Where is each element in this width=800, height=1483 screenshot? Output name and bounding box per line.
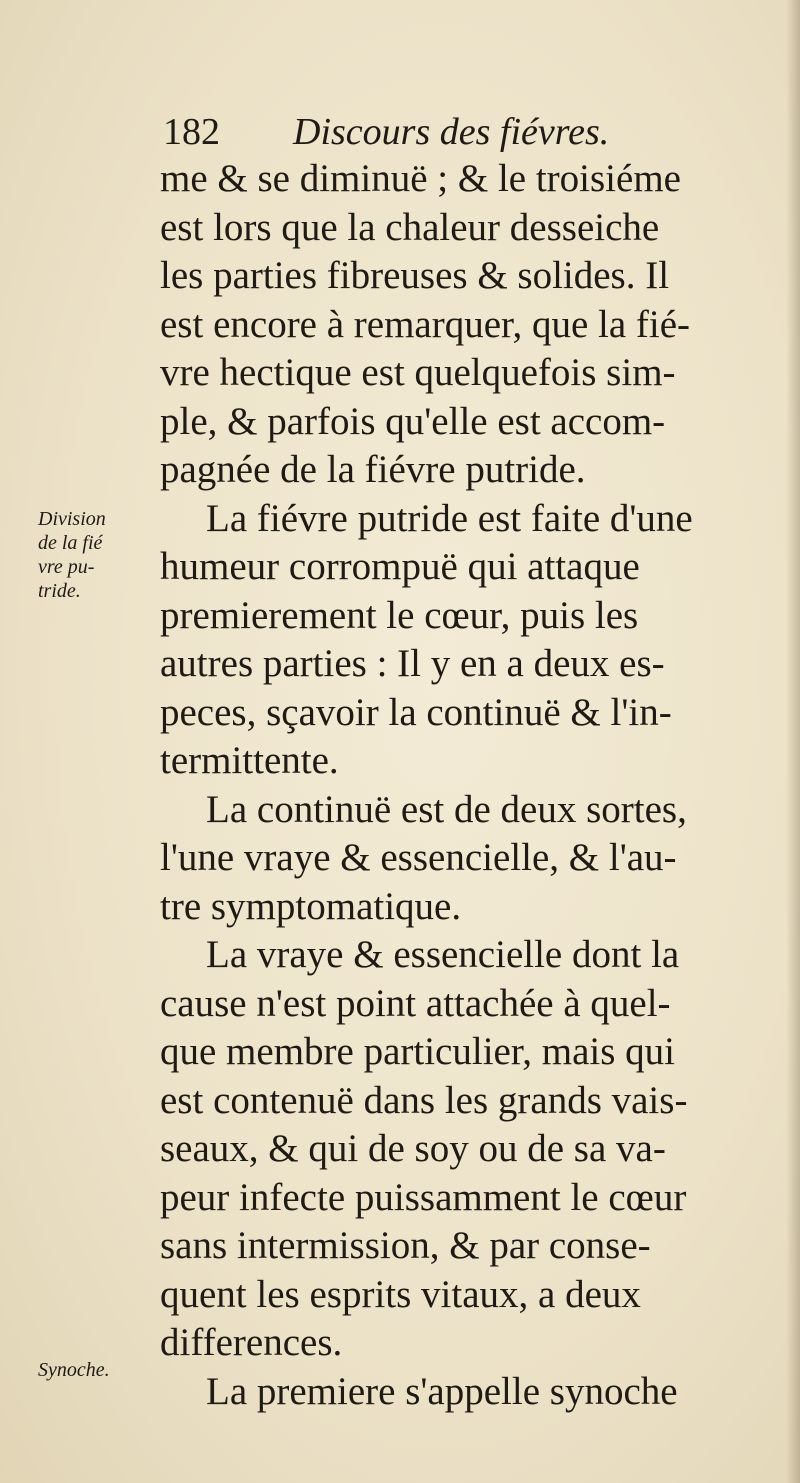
margin-note-line: de la fié (38, 532, 103, 554)
text-line: premierement le cœur, puis les (160, 593, 639, 637)
text-line: differences. (160, 1321, 343, 1364)
margin-note-line: tride. (38, 580, 81, 602)
text-line: est lors que la chaleur desseiche (160, 205, 660, 249)
text-line: peur infecte puissamment le cœur (160, 1175, 687, 1219)
margin-note-synoche: Synoche. (38, 1359, 110, 1381)
text-line: que membre particulier, mais qui (160, 1030, 676, 1073)
page-gutter-shadow (786, 0, 800, 1483)
text-line: quent les esprits vitaux, a deux (160, 1272, 641, 1316)
body-text (160, 155, 750, 1416)
text-line: La continuë est de deux sortes, (206, 787, 687, 831)
text-line: peces, sçavoir la continuë & l'in- (160, 690, 672, 734)
text-line: tre symptomatique. (160, 884, 462, 928)
margin-note-division (38, 507, 106, 603)
page-header (163, 110, 763, 156)
text-line: pagnée de la fiévre putride. (160, 448, 586, 491)
text-line: vre hectique est quelquefois sim- (160, 351, 676, 394)
text-line: sans intermission, & par conse- (160, 1224, 651, 1267)
text-line: cause n'est point attachée à quel- (160, 981, 671, 1025)
margin-note-line: Division (38, 508, 106, 530)
running-title: Discours des fiévres. (293, 111, 610, 153)
text-line: ple, & parfois qu'elle est accom- (160, 399, 666, 443)
text-line: est encore à remarquer, que la fié- (160, 302, 691, 346)
text-line: humeur corrompuë qui attaque (160, 545, 640, 588)
text-line: termittente. (160, 739, 339, 782)
text-line: me & se diminuë ; & le troisiéme (160, 157, 681, 200)
page-number: 182 (163, 111, 220, 153)
text-line: La vraye & essencielle dont la (206, 933, 680, 976)
text-line: autres parties : Il y en a deux es- (160, 642, 665, 685)
text-line: est contenuë dans les grands vais- (160, 1078, 688, 1122)
text-line: l'une vraye & essencielle, & l'au- (160, 836, 677, 879)
margin-note-line: vre pu- (38, 556, 95, 578)
text-line: La premiere s'appelle synoche (206, 1369, 678, 1413)
text-line: La fiévre putride est faite d'une (206, 496, 693, 540)
text-line: seaux, & qui de soy ou de sa va- (160, 1127, 666, 1170)
text-line: les parties fibreuses & solides. Il (160, 254, 670, 297)
